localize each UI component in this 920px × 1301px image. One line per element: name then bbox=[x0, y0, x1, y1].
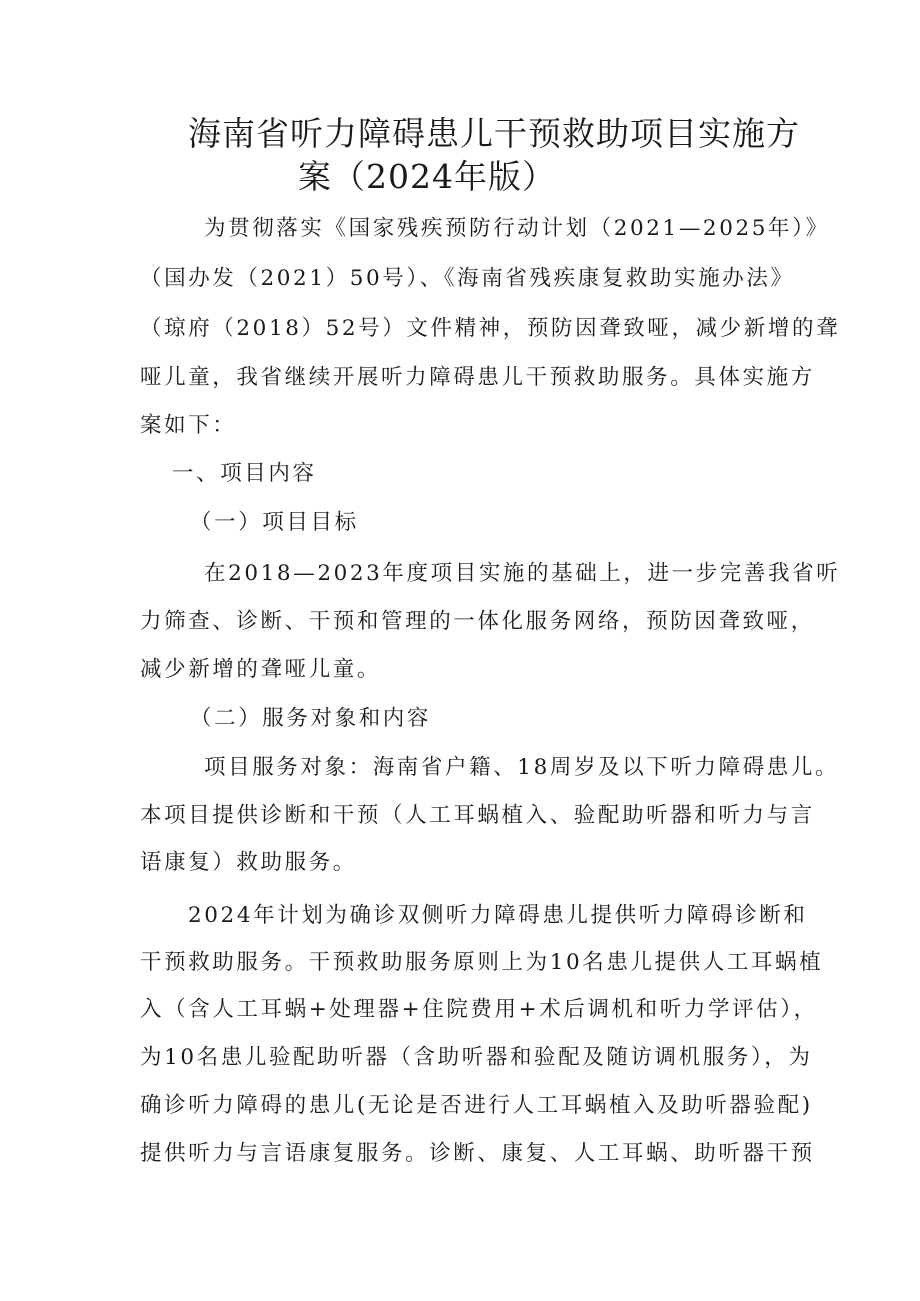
body-line-17: 提供听力与言语康复服务。诊断、康复、人工耳蜗、助听器干预 bbox=[140, 1141, 815, 1166]
body-line-6: 在2018—2023年度项目实施的基础上，进一步完善我省听 bbox=[204, 561, 841, 586]
body-line-10: 本项目提供诊断和干预（人工耳蜗植入、验配助听器和听力与言 bbox=[140, 803, 815, 828]
body-line-4: 哑儿童，我省继续开展听力障碍患儿干预救助服务。具体实施方 bbox=[140, 365, 815, 390]
body-line-1: 为贯彻落实《国家残疾预防行动计划（2021—2025年）》 bbox=[204, 216, 830, 241]
body-line-12: 2024年计划为确诊双侧听力障碍患儿提供听力障碍诊断和 bbox=[188, 903, 808, 928]
body-line-14: 入（含人工耳蜗+处理器+住院费用+术后调机和听力学评估）， bbox=[140, 997, 818, 1022]
document-title-line-1: 海南省听力障碍患儿干预救助项目实施方 bbox=[188, 114, 800, 153]
body-line-8: 减少新增的聋哑儿童。 bbox=[140, 657, 382, 682]
body-line-15: 为10名患儿验配助听器（含助听器和验配及随访调机服务），为 bbox=[140, 1045, 813, 1070]
body-line-7: 力筛查、诊断、干预和管理的一体化服务网络，预防因聋致哑， bbox=[140, 609, 815, 634]
section-heading-1: 一、项目内容 bbox=[172, 461, 317, 486]
body-line-11: 语康复）救助服务。 bbox=[140, 850, 357, 875]
body-line-9: 项目服务对象：海南省户籍、18周岁及以下听力障碍患儿。 bbox=[204, 755, 840, 780]
body-line-5: 案如下： bbox=[140, 413, 237, 438]
body-line-3: （琼府（2018）52号）文件精神，预防因聋致哑，减少新增的聋 bbox=[140, 316, 841, 341]
body-line-2: （国办发（2021）50号）、《海南省残疾康复救助实施办法》 bbox=[140, 266, 795, 291]
body-line-13: 干预救助服务。干预救助服务原则上为10名患儿提供人工耳蜗植 bbox=[140, 950, 824, 975]
body-line-16: 确诊听力障碍的患儿(无论是否进行人工耳蜗植入及助听器验配) bbox=[140, 1093, 813, 1118]
subsection-heading-2: （二）服务对象和内容 bbox=[190, 706, 432, 731]
document-title-line-2: 案（2024年版） bbox=[298, 157, 556, 196]
subsection-heading-1: （一）项目目标 bbox=[190, 510, 359, 535]
